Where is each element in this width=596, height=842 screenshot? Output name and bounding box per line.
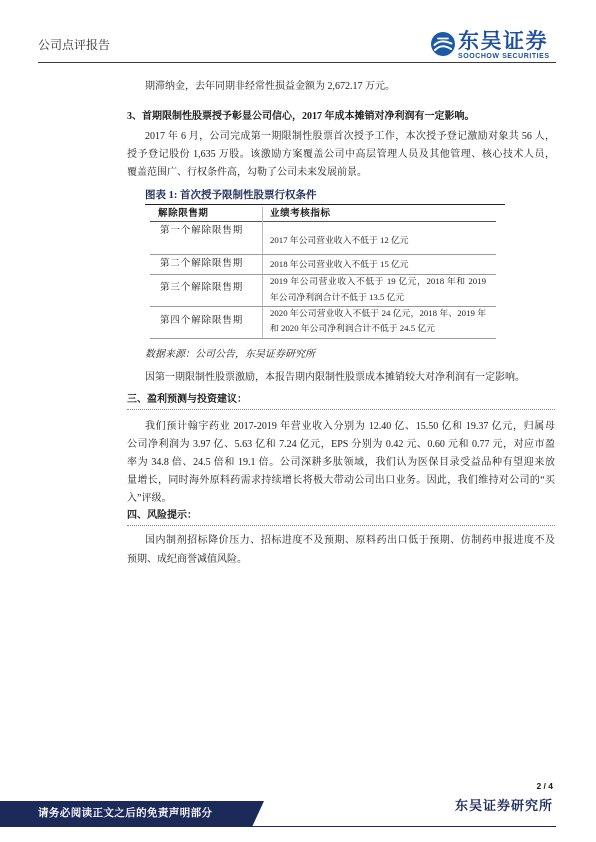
table-header-period: 解除限售期 — [158, 209, 209, 219]
table-cell-condition: 和 2020 年公司净利润合计不低于 24.5 亿元 — [270, 323, 435, 333]
paragraph-line: 入”评级。 — [127, 493, 172, 504]
paragraph-line: 2017 年 6 月，公司完成第一期限制性股票首次授予工作，本次授予登记激励对象共 56 人， — [145, 131, 555, 142]
soochow-emblem-icon — [430, 31, 456, 57]
section3-heading: 三、盈利预测与投资建议： — [127, 394, 247, 405]
table-cell-period: 第四个解除限售期 — [160, 316, 244, 326]
paragraph-line: 率为 34.8 倍、24.5 倍和 19.1 倍。公司深耕多肽领域，我们认为医保目录受益品种有望迎来放 — [127, 457, 555, 468]
paragraph-line: 授予登记股份 1,635 万股。该激励方案覆盖公司中高层管理人员及其他管理、核心技术人员， — [127, 149, 555, 160]
logo-name-en: SOOCHOW SECURITIES — [458, 53, 550, 60]
page-number: 2 / 4 — [536, 781, 553, 791]
section4-heading: 四、风险提示： — [127, 510, 197, 521]
impact-note: 因第一期限制性股票激励，本报告期内限制性股票成本摊销较大对净利润有一定影响。 — [145, 372, 525, 383]
table-cell-condition: 2020 年公司营业收入不低于 24 亿元，2018 年、2019 年 — [270, 308, 486, 318]
table-bottom-rule — [150, 338, 496, 339]
paragraph-line: 国内制剂招标降价压力、招标进度不及预期、原料药出口低于预期、仿制药申报进度不及 — [145, 535, 555, 546]
table-header-rule — [150, 221, 496, 222]
disclaimer-notice: 请务必阅读正文之后的免责声明部分 — [38, 808, 213, 819]
figure-caption: 图表 1: 首次授予限制性股票行权条件 — [145, 190, 317, 201]
paragraph-line: 量增长，同时海外原料药需求持续增长将极大带动公司出口业务。因此，我们维持对公司的“买 — [127, 475, 555, 486]
report-type-label: 公司点评报告 — [38, 38, 111, 52]
table-cell-condition: 2017 年公司营业收入不低于 12 亿元 — [270, 235, 409, 245]
paragraph-line: 覆盖范围广、行权条件高，勾勒了公司未来发展前景。 — [127, 167, 367, 178]
table-cell-condition: 年公司净利润合计不低于 13.5 亿元 — [270, 292, 405, 302]
data-source-note: 数据来源：公司公告，东吴证券研究所 — [145, 349, 315, 360]
table-cell-period: 第一个解除限售期 — [160, 226, 244, 236]
table-cell-condition: 2018 年公司营业收入不低于 15 亿元 — [270, 259, 409, 269]
paragraph-line: 预期、成纪商誉减值风险。 — [127, 554, 247, 565]
section3-dotted-rule — [127, 409, 555, 410]
institute-name: 东吴证券研究所 — [454, 798, 553, 813]
section4-dotted-rule — [127, 525, 555, 526]
table-header-condition: 业绩考核指标 — [270, 209, 331, 219]
paragraph-line: 我们预计翰宇药业 2017-2019 年营业收入分别为 12.40 亿、15.50 亿和 19.37 亿元，归属母 — [145, 421, 555, 432]
table-row-rule — [150, 254, 496, 255]
logo-name-cn: 东吴证券 — [458, 29, 548, 53]
carryover-line: 期滞纳金，去年同期非经常性损益金额为 2,672.17 万元。 — [145, 81, 395, 92]
table-cell-condition: 2019 年公司营业收入不低于 19 亿元，2018 年和 2019 — [270, 276, 486, 286]
table-cell-period: 第三个解除限售期 — [160, 283, 244, 293]
table-cell-period: 第二个解除限售期 — [160, 259, 244, 269]
caption-rule — [145, 204, 505, 205]
point3-heading: 3、首期限制性股票授予彰显公司信心，2017 年成本摊销对净利润有一定影响。 — [127, 111, 475, 122]
header-rule — [38, 62, 556, 63]
paragraph-line: 公司净利润为 3.97 亿、5.63 亿和 7.24 亿元，EPS 分别为 0.42 元、0.60 元和 0.77 元，对应市盈 — [127, 439, 555, 450]
table-column-divider — [262, 207, 263, 338]
